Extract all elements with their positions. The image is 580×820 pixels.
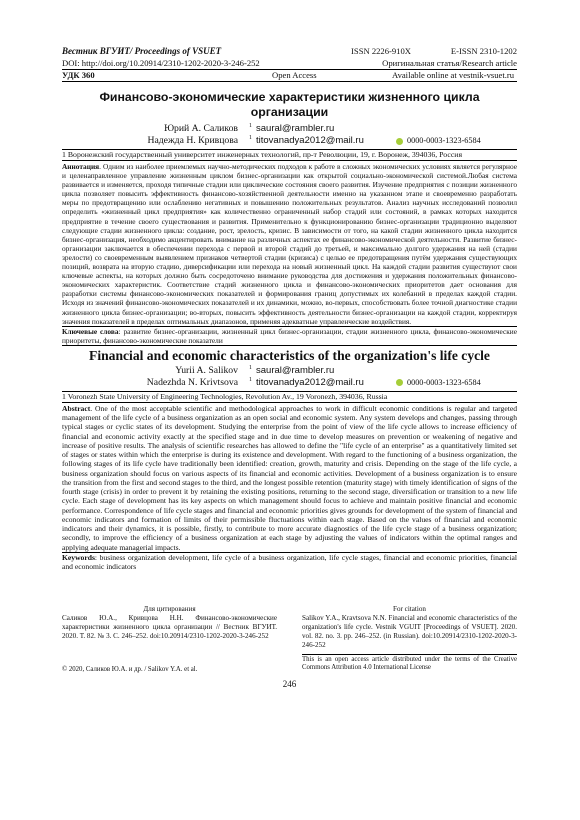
- affiliation-sup: 1: [249, 123, 252, 129]
- author-row: [62, 377, 517, 389]
- issn: ISSN 2226-910X: [351, 46, 411, 56]
- author-email[interactable]: titovanadya2012@mail.ru: [256, 376, 364, 388]
- citation-heading: For citation: [393, 605, 426, 614]
- header-row-3: [62, 70, 517, 82]
- affiliation-en: 1 Voronezh State University of Engineering Technologies, Revolution Av., 19 Voronezh, 394036, Russia: [62, 391, 517, 403]
- citation-text: Саликов Ю.А., Кривцова Н.Н. Финансово-экономические характеристики жизненного цикла организации // Вестник ВГУИТ. 2020. Т. 82. № 3. С. 246–252. doi:10.20914/2310-1202-2020-3-246-252: [62, 614, 277, 640]
- citation-text: Salikov Y.A., Kravtsova N.N. Financial and economic characteristics of the organization's life cycle. Vestnik VGUIT [Proceedings of VSUET]. 2020. vol. 82. no. 3. pp. 246–252. (in Russian). doi:10.20914/2310-1202-2020-3-246-252: [302, 614, 517, 649]
- author-name-text: Nadezhda N. Krivtsova: [146, 376, 238, 388]
- author-email[interactable]: saural@rambler.ru: [256, 364, 335, 376]
- orcid-icon: [396, 138, 403, 145]
- title-ru: Финансово-экономические характеристики жизненного цикла организации: [99, 90, 480, 119]
- abstract-ru: [62, 162, 517, 326]
- affiliation-ru: 1 Воронежский государственный университет инженерных технологий, пр-т Революции, 19, г. Воронеж, 394036, Россия: [62, 149, 517, 161]
- abstract-en: [62, 404, 517, 552]
- affiliation-sup: 1: [249, 376, 252, 383]
- citation-ru: [62, 605, 277, 650]
- doi-link[interactable]: DOI: http://doi.org/10.20914/2310-1202-2020-3-246-252: [62, 58, 260, 68]
- authors-en: [62, 365, 517, 389]
- license-note: This is an open access article distributed under the terms of the Creative Commons Attribution 4.0 International License: [302, 654, 517, 674]
- udk: УДК 360: [62, 70, 95, 80]
- citation-en: [302, 605, 517, 650]
- orcid[interactable]: [396, 377, 481, 389]
- keywords-label: Ключевые слова: [62, 326, 119, 336]
- abstract-text: . One of the most acceptable scientific and methodological approaches to work in difficult economic conditions is regular and targeted management of the life cycle of a business organization as an open social and economic system. Any system develops and changes, passing through typical stages or cyclic states of its development. Studying the enterprise from the point of view of the life cycle allows to increase efficiency of financial and economic activity exactly at the specified stage and in due time to develop measures on prevention or weakening of negative and increase of positive results. The analysis of scientific researches has allowed to define the "life cycle of an enterprise" as a quantitatively limited set of stages or states within which the enterprise is during its existence and development. With regard to the functioning of a business organization, the following stages of its life cycle have traditionally been identified: creation, growth, maturity and crisis. Depending on the stage of the life cycle, a business organization should focus on various aspects of its financial and economic activities. Development of a business organization is to ensure the transition from the first and second stages to the third, and the longest possible retention (maturity stage) with timely identification of signs of the fourth stage (crisis) in order to prevent it by retaining the existing positions, returning to the second stage, diversification or transition to a new life cycle. Each stage of development has its key aspects on which management should focus to achieve and maintain positive financial and economic performance. Correspondence of life cycle stages and financial and economic priorities gives grounds for development of the system of financial and economic indicators and formation of limits of their permissible fluctuations within each stage. Based on the values of financial and economic indicators and their dynamics, it is possible, firstly, to contribute to more accurate diagnostics of the life cycle stage of a business organization; secondly, to improve the efficiency of a business organization at each stage by adjusting the values of indicators within the optimal ranges and applying adequate managerial impacts.: [62, 403, 517, 552]
- citation-block: [62, 605, 517, 650]
- orcid[interactable]: [396, 135, 481, 147]
- author-name: [102, 365, 256, 377]
- author-name-text: Yurii A. Salikov: [175, 364, 238, 376]
- footer: [62, 654, 517, 674]
- abstract-text: . Одним из наиболее приемлемых научно-методических подходов к работе в сложных экономических условиях является регулярное и целенаправленное управление жизненным циклом бизнес-организации как открытой социально-экономической системой.Любая система развивается и изменяется, проходя типичные стадии или циклические состояния своего развития. Изучение предприятия с позиции жизненного цикла позволяет повысить эффективность финансово-хозяйственной деятельности именно на указанном этапе и своевременно разработать меры по предотвращению или ослаблению негативных и повышению положительных результатов. Анализ научных исследований позволил определить «жизненный цикл предприятия» как количественно ограниченный набор стадий или состояний, в рамках которых находится предприятие в течение своего существования и развития. Применительно к функционированию бизнес-организации традиционно выделяют следующие стадии жизненного цикла: создание, рост, зрелость, кризис. В зависимости от того, на какой стадии жизненного цикла находится бизнес-организация, необходимо акцентировать внимание на различных аспектах ее финансово-экономической деятельности. Развитие бизнес-организации заключается в обеспечении перехода с первой и второй стадий до третьей, и максимально долгого удержания на ней (стадии зрелости) со своевременным выявлением признаков четвертой стадии (кризиса) с целью ее предотвращения путём удержания существующих позиций, возврата на вторую стадию, диверсификации или перехода на новый жизненный цикл. На каждой стадии развития существуют свои ключевые аспекты, на которых должно быть сосредоточено внимание руководства для достижения и удержания положительных финансово-экономических характеристик. Соответствие стадий жизненного цикла и финансово-экономических приоритетов дает основания для разработки системы финансово-экономических показателей и формирования границ допустимых их колебаний в пределах каждой стадии. Исходя из значений финансово-экономических показателей и их динамики, можно, во-первых, способствовать более точной диагностике стадии жизненного цикла бизнес-организации; во-вторых, повысить эффективность деятельности бизнес-организации на каждой стадии, корректируя значения показателей в пределах оптимальных диапазонов, применяя адекватные управленческие воздействия.: [62, 162, 517, 326]
- keywords-en: [62, 552, 517, 571]
- journal-name: Вестник ВГУИТ/ Proceedings of VSUET: [62, 46, 222, 56]
- article-type: Оригинальная статья/Research article: [382, 58, 517, 68]
- citation-heading: Для цитирования: [143, 605, 196, 614]
- orcid-icon: [396, 379, 403, 386]
- keywords-text: : business organization development, life cycle of a business organization, life cycle stages, financial and economic priorities, financial and economic indicators: [62, 552, 517, 572]
- page-number: 246: [282, 679, 297, 690]
- affiliation-sup: 1: [249, 364, 252, 371]
- copyright: © 2020, Саликов Ю.А. и др. / Salikov Y.A. et al.: [62, 665, 198, 673]
- author-name-text: Надежда Н. Кривцова: [147, 135, 238, 146]
- title-en: Financial and economic characteristics of the organization's life cycle: [89, 347, 490, 363]
- eissn: E-ISSN 2310-1202: [450, 46, 517, 56]
- keywords-ru: [62, 326, 517, 346]
- abstract-label: Abstract: [62, 403, 91, 413]
- author-name: [102, 377, 256, 389]
- abstract-label: Аннотация: [62, 162, 100, 171]
- open-access: Open Access: [272, 70, 317, 80]
- article-page: [62, 45, 517, 689]
- author-name-text: Юрий А. Саликов: [164, 123, 238, 134]
- affiliation-sup: 1: [249, 135, 252, 141]
- header-row-1: [62, 45, 517, 57]
- keywords-label: Keywords: [62, 552, 95, 562]
- authors-ru: [62, 123, 517, 147]
- available-online-link[interactable]: Available online at vestnik-vsuet.ru: [392, 70, 515, 80]
- author-row: [62, 123, 517, 135]
- author-name: [102, 123, 256, 135]
- keywords-text: : развитие бизнес-организации, жизненный цикл бизнес-организации, стадии жизненного цикла, финансово-экономические приоритеты, финансово-экономические показатели: [62, 326, 518, 345]
- orcid-id: 0000-0003-1323-6584: [407, 136, 481, 145]
- author-row: [62, 365, 517, 377]
- author-email[interactable]: saural@rambler.ru: [256, 123, 335, 134]
- header-row-2: [62, 57, 517, 70]
- author-email[interactable]: titovanadya2012@mail.ru: [256, 135, 364, 146]
- author-row: [62, 135, 517, 147]
- orcid-id: 0000-0003-1323-6584: [407, 377, 481, 387]
- author-name: [102, 135, 256, 147]
